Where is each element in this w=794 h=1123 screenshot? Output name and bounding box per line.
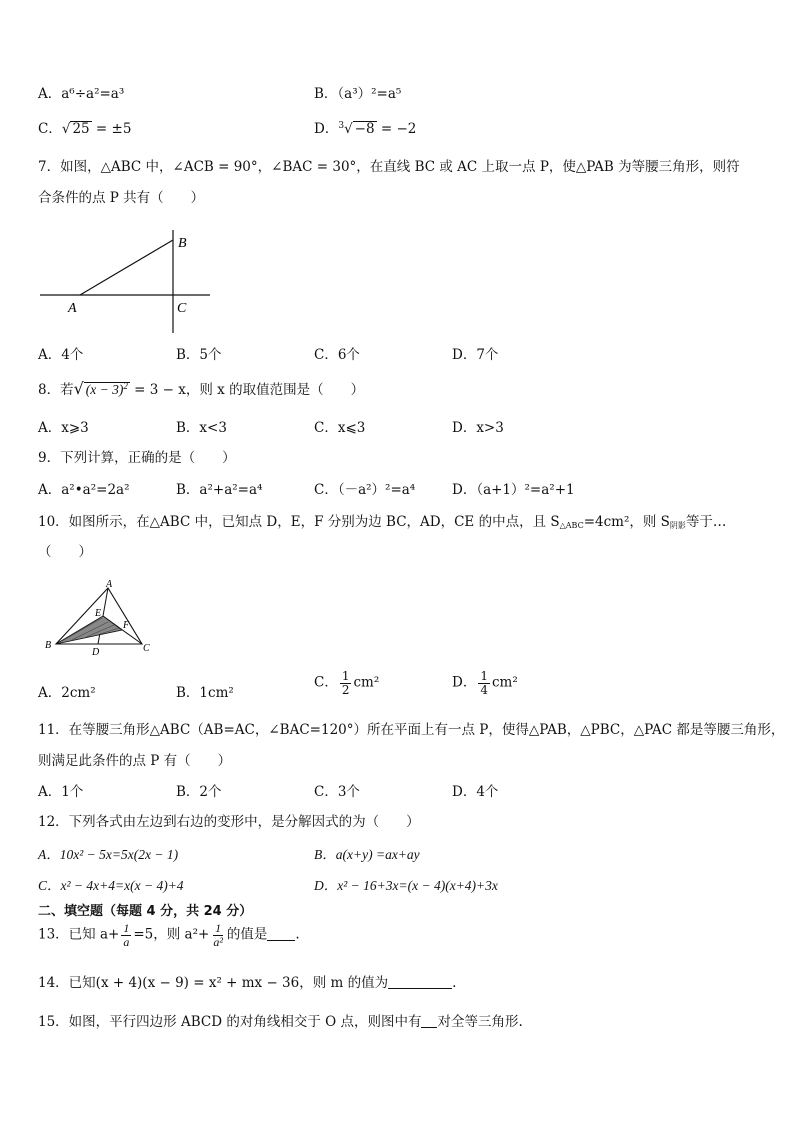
- q11-option-a: A．1个: [38, 784, 84, 800]
- q10-label-d: D: [92, 647, 100, 658]
- q10-label-a: A: [106, 579, 113, 590]
- q10-option-c: C． $\frac{1}{2}$ cm²: [314, 669, 380, 697]
- q10-figure: [42, 578, 160, 660]
- q10-label-e: E: [95, 608, 102, 619]
- q10-label-f: F: [123, 620, 130, 631]
- q11-option-c: C．3个: [314, 784, 360, 800]
- q7-stem-line2: 合条件的点 P 共有（ ）: [38, 190, 205, 206]
- q9-option-d: D．（a+1）²=a²+1: [452, 482, 575, 498]
- q10-stem-line1: 10．如图所示，在△ABC 中，已知点 D，E，F 分别为边 BC，AD，CE 的中点，且 $S_{\triangle ABC}=4cm^2$，则 $S_{阴影}$等于…: [38, 514, 727, 530]
- q7-label-a: A: [68, 301, 77, 316]
- q8-option-c: C．x⩽3: [314, 420, 366, 436]
- section-heading-fill-in: 二、填空题（每题 4 分，共 24 分）: [38, 904, 253, 919]
- q9-option-a: A．a²•a²=2a²: [38, 482, 130, 498]
- q9-option-b: B．a²+a²=a⁴: [176, 482, 263, 498]
- q12-option-a: A．10x² − 5x=5x(2x − 1): [38, 847, 179, 862]
- q12-option-b: B．a(x+y) =ax+ay: [314, 847, 420, 862]
- q7-label-b: B: [178, 236, 187, 251]
- q7-option-b: B．5个: [176, 347, 222, 363]
- q6-option-c: C．√ 25 = ±5: [38, 121, 132, 137]
- q7-label-c: C: [177, 301, 187, 316]
- q12-stem: 12．下列各式由左边到右边的变形中，是分解因式的为（ ）: [38, 814, 420, 830]
- q11-stem-line1: 11．在等腰三角形△ABC（AB=AC，∠BAC=120°）所在平面上有一点 P，使得△PAB，△PBC，△PAC 都是等腰三角形，: [38, 722, 785, 738]
- q10-stem-line2: （ ）: [38, 544, 92, 560]
- q9-stem: 9．下列计算，正确的是（ ）: [38, 450, 236, 466]
- q11-stem-line2: 则满足此条件的点 P 有（ ）: [38, 753, 232, 769]
- q10-label-c: C: [143, 643, 150, 654]
- q6-option-b: B．（a³）²=a⁵: [314, 86, 402, 102]
- q10-option-d: D． $\frac{1}{4}$ cm²: [452, 669, 518, 697]
- q12-option-c: C．x² − 4x+4=x(x − 4)+4: [38, 878, 184, 893]
- q10-option-b: B．1cm²: [176, 685, 234, 701]
- q6-option-a: A．a⁶÷a²=a³: [38, 86, 125, 102]
- q8-stem: 8．若√ $(x - 3)^2 = 3 - x$，则 x 的取值范围是（ ）: [38, 379, 365, 398]
- q11-option-d: D．4个: [452, 784, 499, 800]
- q6-option-d: D．$^3$√ −8 = −2: [314, 121, 417, 137]
- q15-stem: 15．如图，平行四边形 ABCD 的对角线相交于 O 点，则图中有 对全等三角形.: [38, 1014, 523, 1030]
- q7-option-a: A．4个: [38, 347, 84, 363]
- q8-option-b: B．x<3: [176, 420, 227, 436]
- q12-option-d: D．x² − 16+3x=(x − 4)(x+4)+3x: [314, 878, 498, 893]
- q10-option-a: A．2cm²: [38, 685, 96, 701]
- q7-stem-line1: 7．如图，△ABC 中，∠ACB = 90°，∠BAC = 30°，在直线 BC 或 AC 上取一点 P，使△PAB 为等腰三角形，则符: [38, 159, 740, 175]
- q7-figure: [38, 228, 218, 336]
- q14-stem: 14．已知(x + 4)(x − 9) = x² + mx − 36，则 m 的值为 .: [38, 975, 457, 991]
- q9-option-c: C．（－a²）²=a⁴: [314, 482, 416, 498]
- q10-label-b: B: [45, 640, 52, 651]
- q8-option-a: A．x⩾3: [38, 420, 89, 436]
- q7-option-d: D．7个: [452, 347, 499, 363]
- q7-option-c: C．6个: [314, 347, 360, 363]
- q8-option-d: D．x>3: [452, 420, 504, 436]
- q13-stem: 13．已知 a+ $\frac{1}{a}$ =5，则 a²+ $\frac{1}{\text{a²}}$ 的值是 .: [38, 921, 300, 949]
- q11-option-b: B．2个: [176, 784, 222, 800]
